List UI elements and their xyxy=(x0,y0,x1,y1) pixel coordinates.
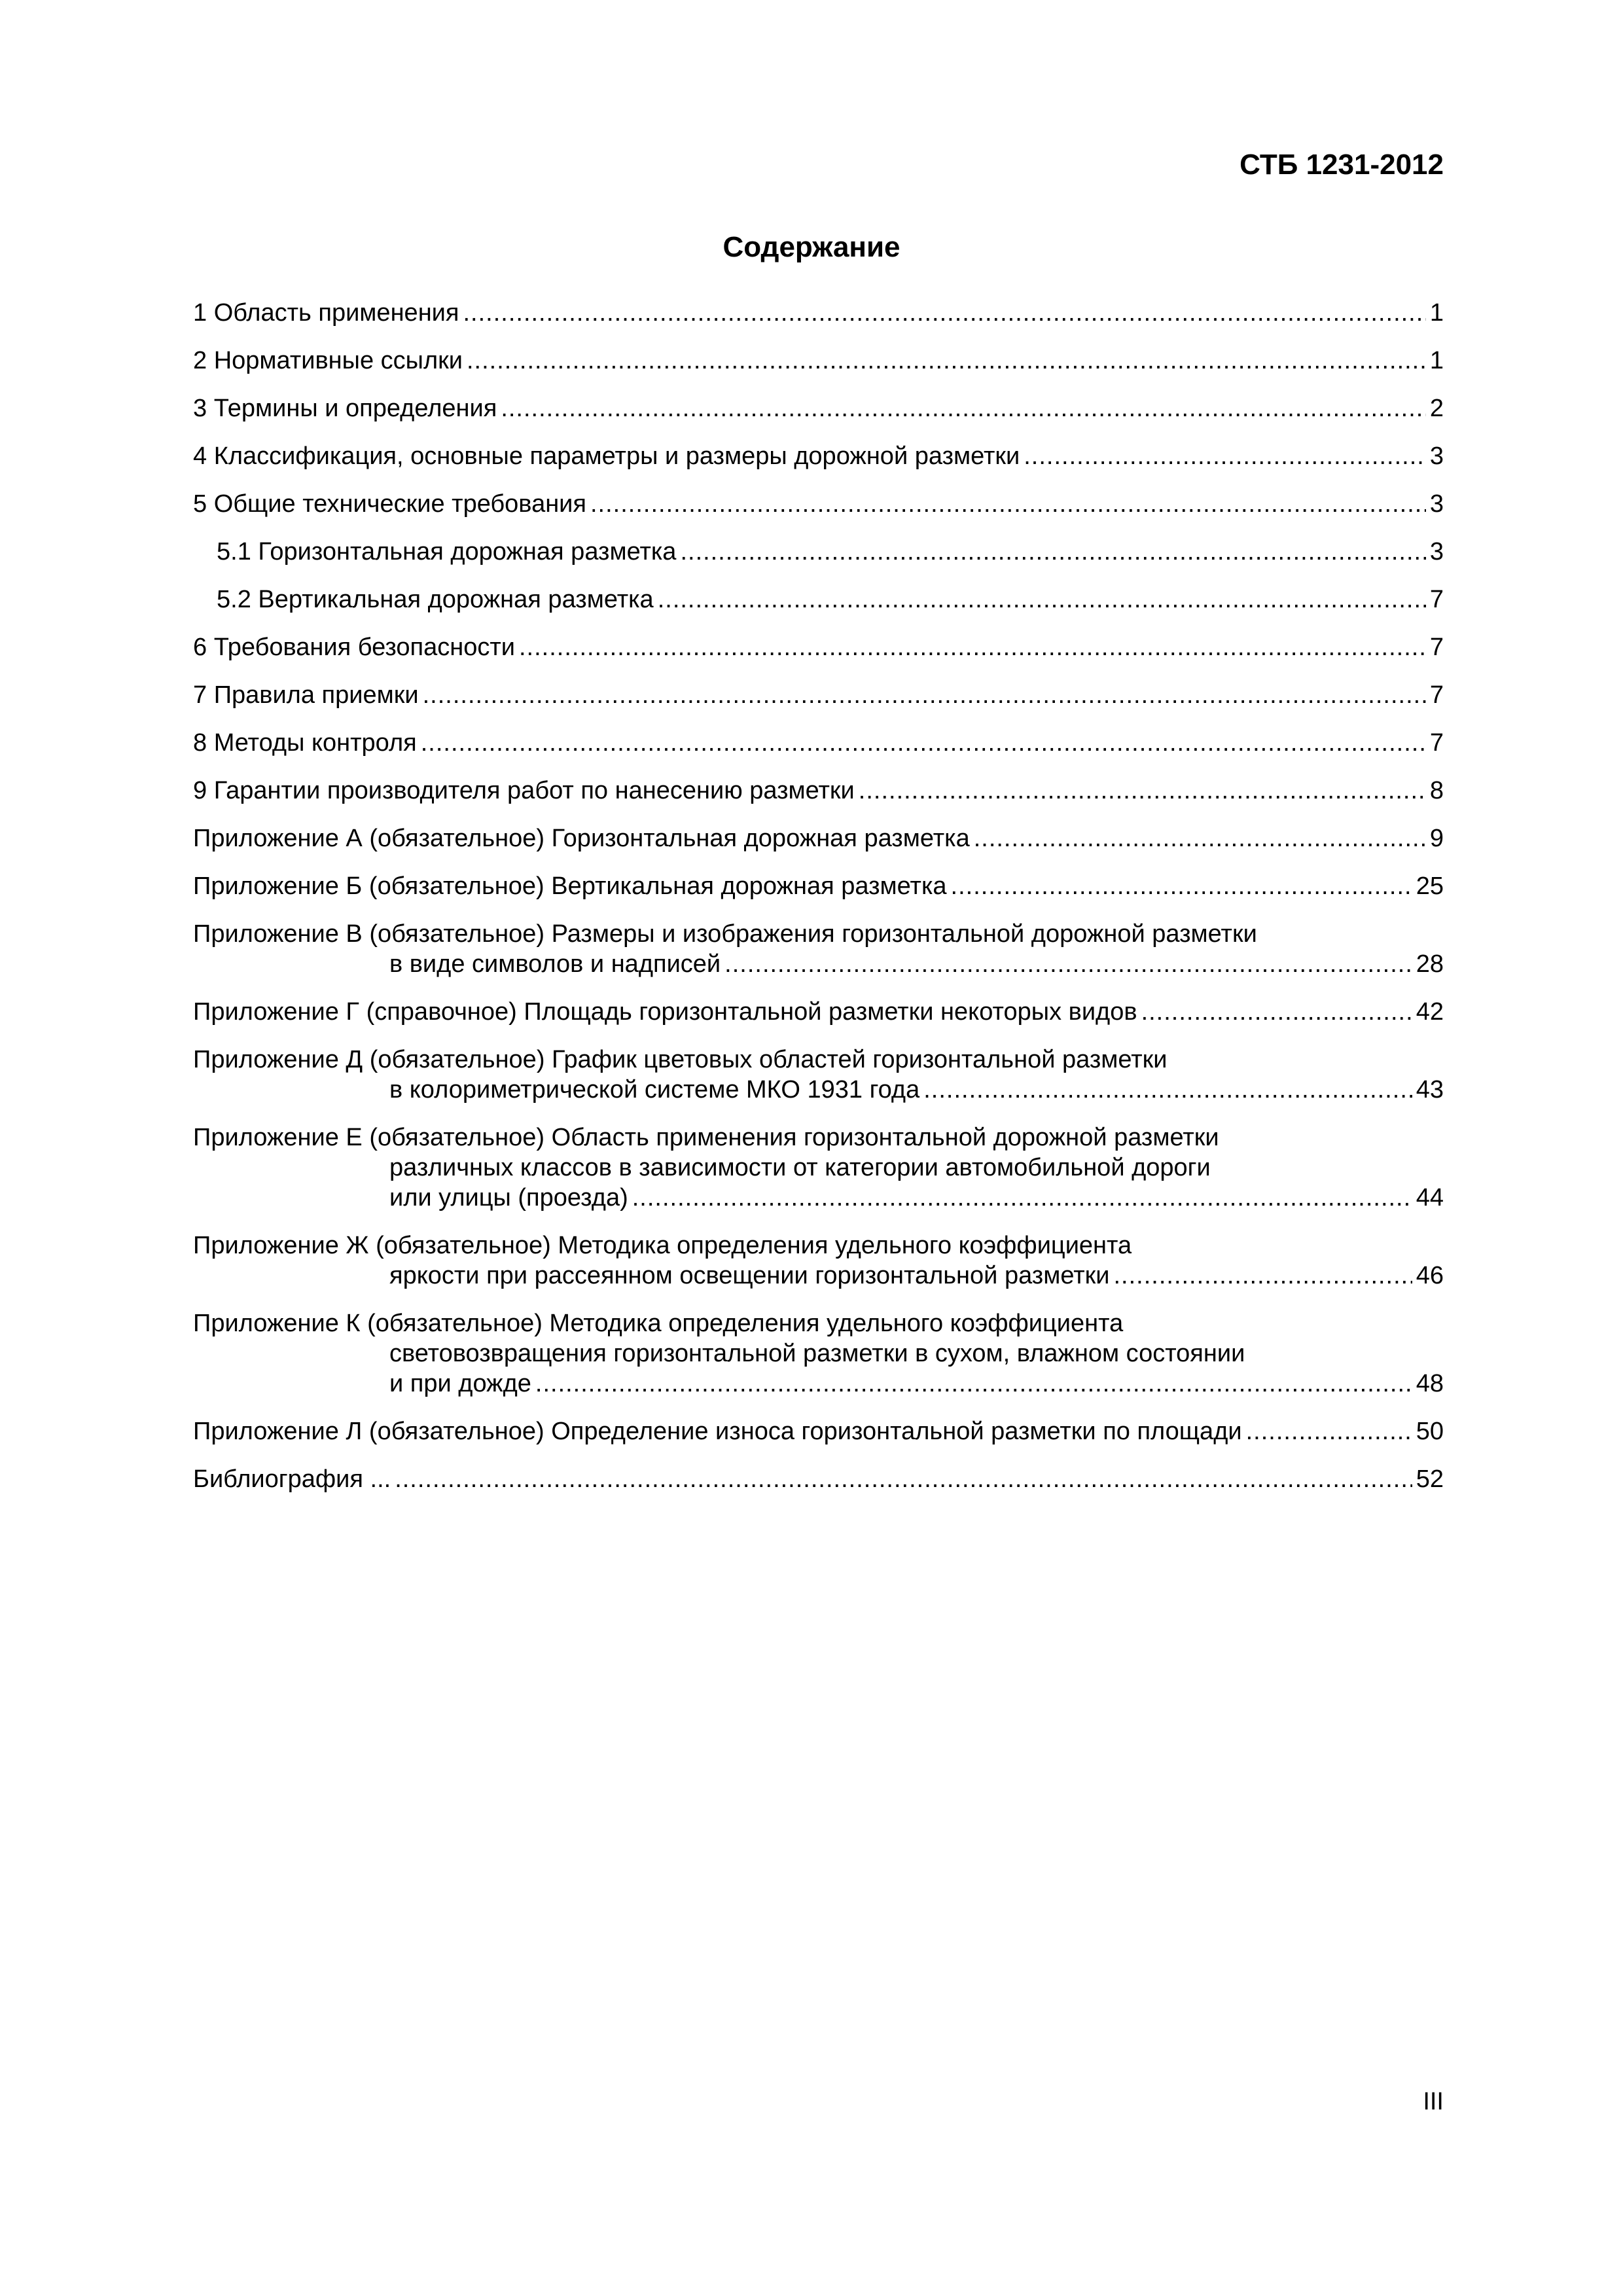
toc-page-number: 1 xyxy=(1429,299,1444,327)
toc-entry[interactable] xyxy=(193,632,1444,662)
toc-leader-dots xyxy=(590,489,1426,519)
toc-entry-text: 2 Нормативные ссылки xyxy=(193,347,463,374)
toc-entry[interactable] xyxy=(193,1308,1444,1399)
toc-entry[interactable] xyxy=(193,680,1444,710)
toc-leader-dots xyxy=(421,728,1426,758)
toc-leader-dots xyxy=(951,871,1412,901)
toc-leader-dots xyxy=(1024,441,1426,471)
toc-entry-text: 6 Требования безопасности xyxy=(193,634,515,661)
toc-entry[interactable] xyxy=(193,1416,1444,1446)
toc-page-number: 52 xyxy=(1416,1465,1444,1493)
toc-entry[interactable] xyxy=(193,728,1444,758)
toc-page-number: 25 xyxy=(1416,872,1444,900)
toc-page-number: 43 xyxy=(1416,1076,1444,1103)
toc-entry-text: 1 Область применения xyxy=(193,299,459,327)
toc-entry-text: и при дожде xyxy=(389,1370,531,1397)
toc-leader-dots xyxy=(501,393,1426,423)
toc-entry-text: Приложение Г (справочное) Площадь горизонтальной разметки некоторых видов xyxy=(193,998,1137,1026)
toc-entry-line xyxy=(193,1045,1444,1075)
toc-entry[interactable] xyxy=(193,1122,1444,1213)
toc-entry-text: Библиография ... xyxy=(193,1465,391,1493)
toc-entry-text: Приложение Л (обязательное) Определение износа горизонтальной разметки по площади xyxy=(193,1418,1242,1445)
toc-entry-line xyxy=(193,823,1444,853)
toc-leader-dots xyxy=(467,346,1426,376)
page-title: Содержание xyxy=(722,231,901,263)
toc-leader-dots xyxy=(535,1369,1412,1399)
toc-entry-line xyxy=(193,393,1444,423)
toc-leader-dots xyxy=(395,1464,1412,1494)
toc-entry[interactable] xyxy=(193,537,1444,567)
toc-page-number: 42 xyxy=(1416,998,1444,1026)
toc-entry[interactable] xyxy=(193,441,1444,471)
toc-page-number: 48 xyxy=(1416,1370,1444,1397)
toc-page-number: 2 xyxy=(1429,395,1444,422)
toc-entry-line xyxy=(193,1416,1444,1446)
toc-entry-line xyxy=(193,949,1444,979)
document-id: СТБ 1231-2012 xyxy=(1240,149,1444,181)
toc-entry[interactable] xyxy=(193,584,1444,615)
toc-entry-text: Приложение А (обязательное) Горизонтальная дорожная разметка xyxy=(193,825,970,852)
toc-page-number: 3 xyxy=(1429,442,1444,470)
toc-entry-text: Приложение Е (обязательное) Область применения горизонтальной дорожной разметки xyxy=(193,1124,1219,1151)
toc-entry-line xyxy=(193,489,1444,519)
toc-entry-text: 5.2 Вертикальная дорожная разметка xyxy=(217,586,654,613)
toc-page-number: 50 xyxy=(1416,1418,1444,1445)
toc-entry-line xyxy=(193,1122,1444,1153)
toc-leader-dots xyxy=(923,1075,1412,1105)
table-of-contents xyxy=(193,298,1444,1512)
toc-entry-line xyxy=(193,632,1444,662)
toc-entry-line xyxy=(193,997,1444,1027)
toc-leader-dots xyxy=(658,584,1426,615)
toc-entry[interactable] xyxy=(193,489,1444,519)
toc-page-number: 28 xyxy=(1416,950,1444,978)
toc-entry[interactable] xyxy=(193,776,1444,806)
toc-entry-line xyxy=(193,1308,1444,1338)
toc-page-number: 3 xyxy=(1429,490,1444,518)
toc-leader-dots xyxy=(859,776,1426,806)
toc-entry[interactable] xyxy=(193,823,1444,853)
toc-entry[interactable] xyxy=(193,919,1444,979)
toc-entry-line xyxy=(193,346,1444,376)
toc-entry-text: 9 Гарантии производителя работ по нанесению разметки xyxy=(193,777,855,804)
toc-entry-text: яркости при рассеянном освещении горизонтальной разметки xyxy=(389,1262,1110,1289)
toc-entry-line xyxy=(193,537,1444,567)
toc-entry-line xyxy=(193,871,1444,901)
toc-leader-dots xyxy=(632,1183,1412,1213)
toc-leader-dots xyxy=(680,537,1425,567)
toc-entry-line xyxy=(193,1464,1444,1494)
toc-leader-dots xyxy=(463,298,1425,328)
toc-leader-dots xyxy=(1246,1416,1412,1446)
toc-leader-dots xyxy=(1141,997,1412,1027)
toc-page-number: 7 xyxy=(1429,729,1444,757)
toc-entry[interactable] xyxy=(193,1464,1444,1494)
toc-page-number: 7 xyxy=(1429,681,1444,709)
toc-leader-dots xyxy=(1113,1261,1412,1291)
toc-leader-dots xyxy=(423,680,1426,710)
toc-entry-text: 8 Методы контроля xyxy=(193,729,417,757)
toc-entry[interactable] xyxy=(193,997,1444,1027)
toc-entry-text: Приложение Б (обязательное) Вертикальная дорожная разметка xyxy=(193,872,947,900)
toc-entry-text: Приложение Ж (обязательное) Методика определения удельного коэффициента xyxy=(193,1232,1132,1259)
toc-entry-line xyxy=(193,919,1444,949)
toc-entry[interactable] xyxy=(193,346,1444,376)
toc-page-number: 8 xyxy=(1429,777,1444,804)
toc-entry-line xyxy=(193,1230,1444,1261)
toc-leader-dots xyxy=(974,823,1426,853)
toc-page-number: 46 xyxy=(1416,1262,1444,1289)
toc-entry-text: в колориметрической системе МКО 1931 года xyxy=(389,1076,920,1103)
toc-entry[interactable] xyxy=(193,393,1444,423)
toc-entry-text: 4 Классификация, основные параметры и размеры дорожной разметки xyxy=(193,442,1020,470)
toc-entry-line xyxy=(193,1338,1444,1369)
toc-entry-line xyxy=(193,728,1444,758)
toc-entry-line xyxy=(193,584,1444,615)
toc-entry[interactable] xyxy=(193,871,1444,901)
toc-page-number: 3 xyxy=(1429,538,1444,565)
toc-entry-text: 5.1 Горизонтальная дорожная разметка xyxy=(217,538,677,565)
toc-entry-line xyxy=(193,1183,1444,1213)
toc-entry[interactable] xyxy=(193,298,1444,328)
toc-entry[interactable] xyxy=(193,1045,1444,1105)
toc-entry-line xyxy=(193,776,1444,806)
toc-entry-line xyxy=(193,1369,1444,1399)
toc-page-number: 9 xyxy=(1429,825,1444,852)
toc-leader-dots xyxy=(519,632,1426,662)
toc-page-number: 1 xyxy=(1429,347,1444,374)
toc-page-number: 7 xyxy=(1429,634,1444,661)
toc-entry-line xyxy=(193,298,1444,328)
toc-entry-text: 7 Правила приемки xyxy=(193,681,419,709)
toc-entry-text: световозвращения горизонтальной разметки в сухом, влажном состоянии xyxy=(389,1340,1245,1367)
toc-entry-text: 5 Общие технические требования xyxy=(193,490,586,518)
toc-entry-line xyxy=(193,680,1444,710)
page-number: III xyxy=(1423,2088,1444,2115)
toc-leader-dots xyxy=(724,949,1412,979)
toc-entry-text: или улицы (проезда) xyxy=(389,1184,628,1211)
toc-entry[interactable] xyxy=(193,1230,1444,1291)
toc-entry-line xyxy=(193,1153,1444,1183)
toc-entry-text: различных классов в зависимости от категории автомобильной дороги xyxy=(389,1154,1211,1181)
toc-entry-line xyxy=(193,1075,1444,1105)
toc-entry-text: Приложение К (обязательное) Методика определения удельного коэффициента xyxy=(193,1310,1124,1337)
toc-entry-text: 3 Термины и определения xyxy=(193,395,497,422)
toc-entry-text: Приложение В (обязательное) Размеры и изображения горизонтальной дорожной разметки xyxy=(193,920,1257,948)
toc-entry-line xyxy=(193,1261,1444,1291)
toc-entry-text: в виде символов и надписей xyxy=(389,950,721,978)
toc-entry-text: Приложение Д (обязательное) График цветовых областей горизонтальной разметки xyxy=(193,1046,1168,1073)
toc-page-number: 44 xyxy=(1416,1184,1444,1211)
toc-page-number: 7 xyxy=(1429,586,1444,613)
toc-entry-line xyxy=(193,441,1444,471)
